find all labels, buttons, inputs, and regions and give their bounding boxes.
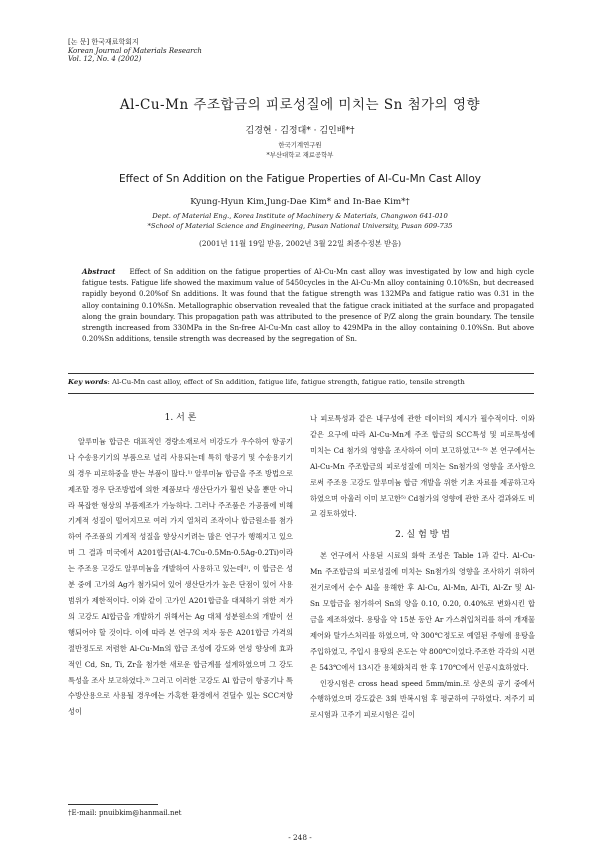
page-number: - 248 - <box>288 833 312 842</box>
received-date: (2001년 11월 19일 받음, 2002년 3월 22일 최종수정본 받음) <box>199 239 401 248</box>
abstract-label: Abstract <box>82 267 116 276</box>
abstract <box>82 266 534 344</box>
section-heading-methods: 2. 실 험 방 법 <box>395 530 450 541</box>
paper-title-ko: Al-Cu-Mn 주조합금의 피로성질에 미치는 Sn 첨가의 영향 <box>119 97 481 113</box>
footnote-divider <box>68 804 158 805</box>
divider <box>68 393 534 394</box>
right-column <box>310 411 535 723</box>
affiliation-en-2: *School of Material Science and Engineering, Pusan National University, Pusan 609-735 <box>147 222 453 230</box>
paper-title-en: Effect of Sn Addition on the Fatigue Properties of Al-Cu-Mn Cast Alloy <box>119 173 481 185</box>
journal-header <box>68 38 202 64</box>
body-paragraph: 나 피로특성과 같은 내구성에 관한 데이터의 제시가 필수적이다. 이와 같은 요구에 따라 Al-Cu-Mn계 주조 합금의 SCC특성 및 피로특성에 미치는 Cd 첨가의 영향을 조사하여 이미 보고하였고⁴⁻⁵⁾ 본 연구에서는 Al-Cu-Mn 주조합금의 피로성질에 미치는 Sn첨가의 영향을 조사함으로써 주조용 고강도 알루미늄 합금 개발을 위한 기초 자료를 제공하고자 하였으며 아울러 이미 보고한⁵⁾ Cd첨가의 영향에 관한 조사 결과와도 비교 검토하였다. <box>310 414 535 519</box>
divider <box>68 373 534 374</box>
keywords-label: Key words <box>68 378 108 386</box>
section-heading-intro: 1. 서 론 <box>164 413 197 423</box>
keywords-text: : Al-Cu-Mn cast alloy, effect of Sn addition, fatigue life, fatigue strength, fatigue ratio, tensile strength <box>107 378 465 386</box>
authors-en: Kyung-Hyun Kim,Jung-Dae Kim* and In-Bae Kim*† <box>190 197 410 207</box>
body-paragraph: 본 연구에서 사용된 시료의 화학 조성은 Table 1과 같다. Al-Cu-Mn 주조합금의 피로성질에 미치는 Sn첨가의 영향을 조사하기 위하여 전기로에서 순수 Al을 용해한 후 Al-Cu, Al-Mn, Al-Ti, Al-Zr 및 Al-Sn 모합금을 첨가하여 Sn의 양을 0.10, 0.20, 0.40%로 변화시킨 합금을 제조하였다. 용탕을 약 15분 동안 Ar 가스취입처리를 하여 개재물 제어와 탈가스처리를 하였으며, 약 300℃정도로 예열된 주형에 용탕을 주입하였고, 주입시 용탕의 온도는 약 800℃이었다.주조한 각각의 시편은 543℃에서 13시간 용체화처리 한 후 170℃에서 인공시효하였다. <box>310 551 535 672</box>
journal-header-ko: [논 문] 한국재료학회지 <box>68 38 139 46</box>
body-paragraph: 인장시험은 cross head speed 5mm/min.로 상온의 공기 중에서 수행하였으며 강도값은 3회 반복시험 후 평균하여 구하였다. 저주기 피로시험과 고주기 피로시험은 길이 <box>310 678 535 720</box>
authors-ko: 김경현 · 김정대* · 김인배*† <box>245 126 355 136</box>
left-column <box>68 411 293 720</box>
body-paragraph: 알루미늄 합금은 대표적인 경량소재로서 비강도가 우수하여 항공기나 수송용기기의 부품으로 널리 사용되는데 특히 항공기 및 수송용기기의 경우 피로하중을 받는 부품이 많다.¹⁾ 알루미늄 합금을 주조 방법으로 제조할 경우 단조방법에 의한 제품보다 생산단가가 훨씬 낮을 뿐만 아니라 복잡한 형상의 부품제조가 가능하다. 그러나 주조품은 가공품에 비해 기계적 성질이 떨어지므로 여러 가지 열처리 조작이나 합금원소를 첨가하여 주조품의 기계적 성질을 향상시키려는 많은 연구가 행해지고 있으며 그 결과 미국에서 A201합금(Al-4.7Cu-0.5Mn-0.5Ag-0.2Ti)이라는 주조용 고강도 알루미늄을 개발하여 사용하고 있는데²⁾, 이 합금은 성분 중에 고가의 Ag가 첨가되어 있어 생산단가가 높은 단점이 있어 사용범위가 제한적이다. 이와 같이 고가인 A201합금을 대체하기 위한 저가의 고강도 Al합금을 개발하기 위해서는 Ag 대체 성분원소의 개발이 선행되어야 할 것이다. 이에 따라 본 연구의 저자 등은 A201합금 가격의 절반정도로 저렴한 Al-Cu-Mn의 합금 조성에 강도와 연성 향상에 효과적인 Cd, Sn, Ti, Zr을 첨가한 새로운 합금계를 설계하였으며 그 강도특성을 조사 보고하였다.³⁾ 그러고 이러한 고강도 Al 합금이 항공기나 특수방산용으로 사용될 경우에는 가혹한 환경에서 견딜수 있는 SCC저항성이 <box>68 436 293 717</box>
affiliation-en-1: Dept. of Material Eng., Korea Institute of Machinery & Materials, Changwon 641-010 <box>152 212 448 220</box>
affiliation-ko-2: *부산대학교 재료공학부 <box>266 151 334 159</box>
keywords <box>68 378 538 386</box>
affiliation-ko-1: 한국기계연구원 <box>278 141 322 149</box>
footnote-email: †E-mail: pnuibkim@hanmail.net <box>68 809 182 817</box>
journal-volume: Vol. 12, No. 4 (2002) <box>68 55 142 64</box>
journal-header-en: Korean Journal of Materials Research <box>68 46 202 55</box>
abstract-text: Effect of Sn addition on the fatigue properties of Al-Cu-Mn cast alloy was investigated by low and high cycle fatigue tests. Fatigue life showed the maximum value of 5450cycles in the Al-Cu-Mn alloy containing 0.10%Sn, but decreased rapidly beyond 0.20%of Sn additions. It was found that the fatigue strength was 132MPa and fatigue ratio was 0.31 in the alloy containing 0.10%Sn. Metallographic observation revealed that the fatigue crack initiated at the surface and propagated along the grain boundary. This propagation path was attributed to the presence of P/Z along the grain boundary. The tensile strength increased from 330MPa in the Sn-free Al-Cu-Mn cast alloy to 429MPa in the alloy containing 0.10%Sn. But above 0.20%Sn additions, tensile strength was decreased by the segregation of Sn. <box>82 267 534 344</box>
